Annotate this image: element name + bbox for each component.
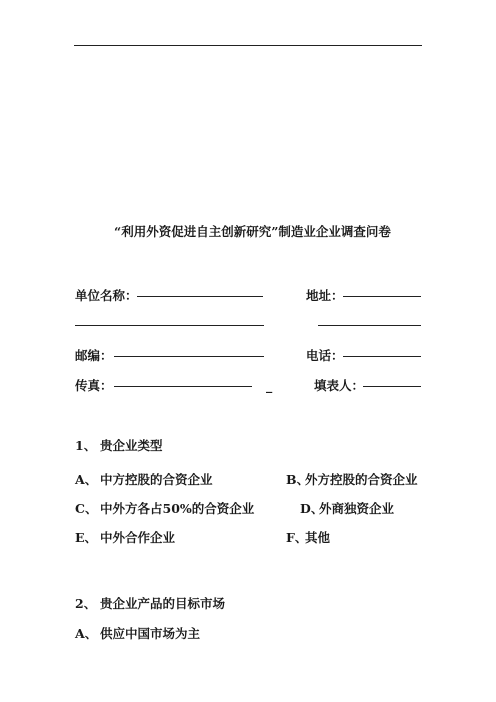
postcode-field[interactable] [114, 356, 264, 357]
option-text[interactable]: 外方控股的合资企业 [305, 472, 418, 487]
phone-label: 电话： [306, 348, 344, 363]
option-letter: D、 [300, 501, 324, 516]
option-text[interactable]: 中外方各占50%的合资企业 [100, 501, 255, 516]
option-text[interactable]: 其他 [305, 530, 331, 545]
filler-field[interactable] [363, 386, 421, 387]
option-text[interactable]: 中外合作企业 [100, 530, 176, 545]
filler-label: 填表人： [314, 378, 365, 393]
address-label: 地址： [306, 288, 344, 303]
question-2-number: 2、 [75, 596, 97, 611]
option-letter: B、 [286, 472, 310, 487]
option-text[interactable]: 外商独资企业 [319, 501, 395, 516]
option-letter: F、 [286, 530, 308, 545]
fax-trailing-mark: _ [266, 378, 273, 393]
option-letter: C、 [75, 501, 98, 516]
company-name-label: 单位名称： [75, 288, 138, 303]
option-text[interactable]: 供应中国市场为主 [100, 626, 201, 641]
company-name-field[interactable] [137, 296, 263, 297]
question-2-text: 贵企业产品的目标市场 [100, 596, 226, 611]
option-letter: A、 [75, 472, 98, 487]
question-1-text: 贵企业类型 [100, 438, 163, 453]
postcode-label: 邮编： [75, 348, 113, 363]
phone-field[interactable] [343, 356, 421, 357]
question-1-number: 1、 [75, 438, 97, 453]
address-field[interactable] [343, 296, 421, 297]
option-text[interactable]: 中方控股的合资企业 [100, 472, 213, 487]
header-rule [74, 45, 422, 46]
company-name-field-line2[interactable] [75, 325, 264, 326]
option-letter: A、 [75, 626, 98, 641]
questionnaire-title: “利用外资促进自主创新研究”制造业企业调查问卷 [114, 224, 391, 239]
fax-label: 传真： [75, 378, 113, 393]
option-letter: E、 [75, 530, 98, 545]
address-field-line2[interactable] [318, 325, 421, 326]
fax-field[interactable] [114, 386, 252, 387]
